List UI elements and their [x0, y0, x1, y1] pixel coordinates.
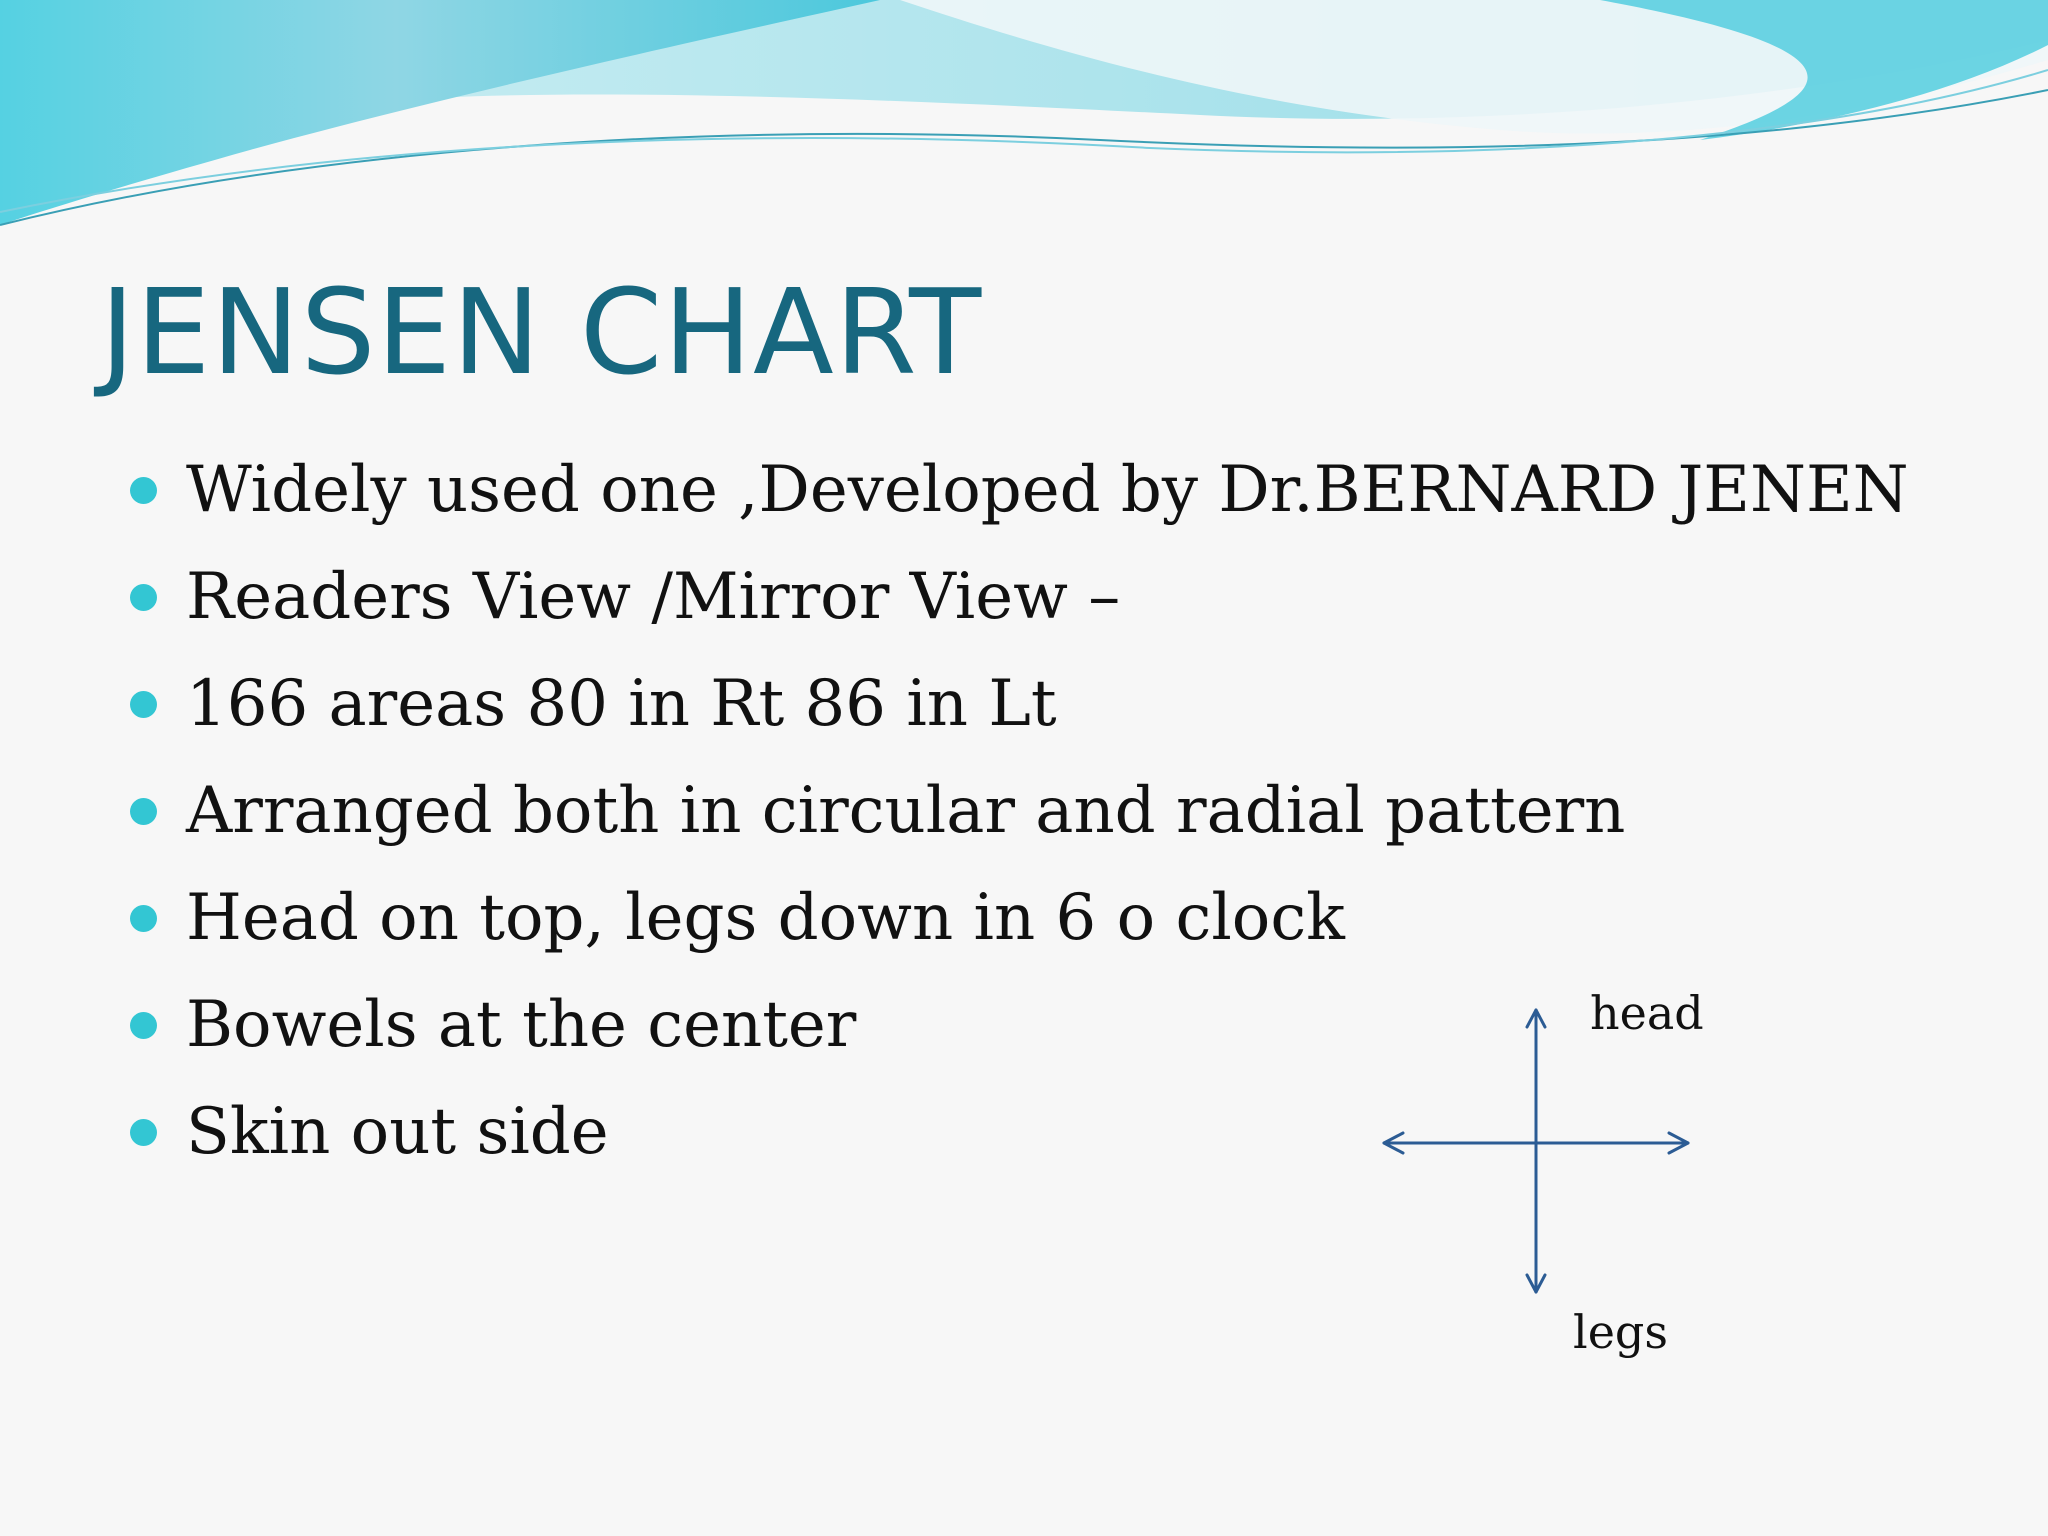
bullet-text: Arranged both in circular and radial pattern [186, 774, 1626, 848]
bullet-dot-icon [130, 477, 157, 504]
bullet-item [128, 651, 1909, 758]
bullet-dot-icon [130, 1119, 157, 1146]
head-label: head [1590, 986, 1704, 1040]
bullet-dot-icon [130, 584, 157, 611]
bullet-text: Skin out side [186, 1095, 609, 1169]
bullet-dot-icon [130, 1012, 157, 1039]
orientation-diagram [1370, 960, 1720, 1400]
wave-header-decoration [0, 0, 2048, 240]
bullet-dot-icon [130, 691, 157, 718]
slide-title: JENSEN CHART [100, 263, 983, 401]
bullet-item [128, 544, 1909, 651]
bullet-text: Bowels at the center [186, 988, 857, 1062]
bullet-item [128, 437, 1909, 544]
bullet-text: 166 areas 80 in Rt 86 in Lt [186, 667, 1057, 741]
bullet-text: Widely used one ,Developed by Dr.BERNARD JENEN [186, 453, 1909, 527]
bullet-text: Head on top, legs down in 6 o clock [186, 881, 1345, 955]
bullet-dot-icon [130, 798, 157, 825]
bullet-dot-icon [130, 905, 157, 932]
bullet-item [128, 758, 1909, 865]
bullet-item [128, 865, 1909, 972]
bullet-text: Readers View /Mirror View – [186, 560, 1121, 634]
legs-label: legs [1573, 1305, 1668, 1359]
